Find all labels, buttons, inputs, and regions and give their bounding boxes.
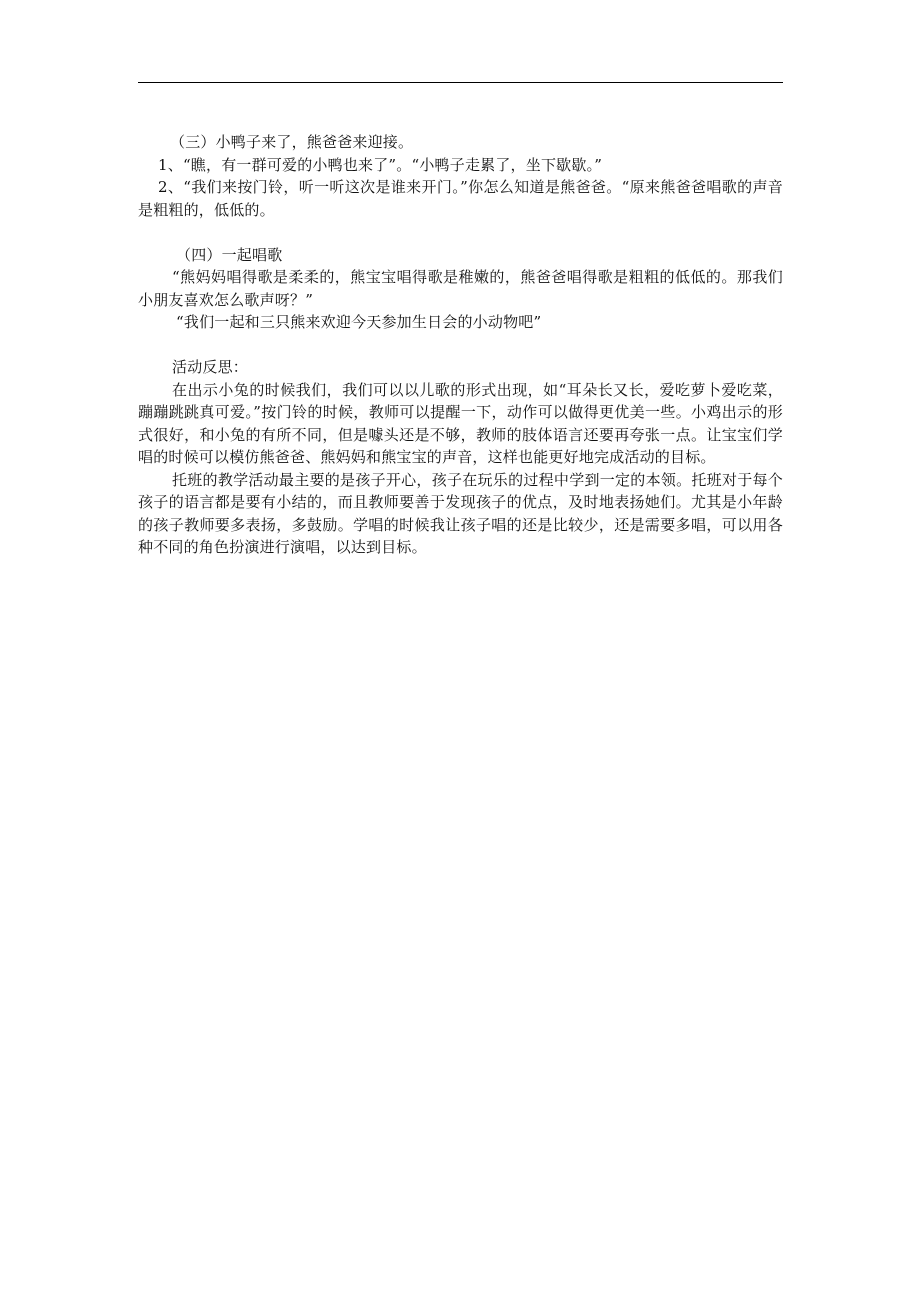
section-4-paragraph-1: “熊妈妈唱得歌是柔柔的，熊宝宝唱得歌是稚嫩的，熊爸爸唱得歌是粗粗的低低的。那我们小朋友喜欢怎么歌声呀？” (138, 268, 783, 309)
header-rule (138, 82, 783, 83)
reflection-heading: 活动反思： (172, 358, 249, 376)
document-body (138, 131, 783, 559)
section-3-item-2: 2、“我们来按门铃，听一听这次是谁来开门。”你怎么知道是熊爸爸。“原来熊爸爸唱歌的声音是粗粗的，低低的。 (138, 178, 783, 219)
paragraph-gap (138, 221, 783, 244)
paragraph-gap (138, 334, 783, 357)
section-4-paragraph-2: “我们一起和三只熊来欢迎今天参加生日会的小动物吧” (176, 313, 542, 331)
reflection-paragraph-2: 托班的教学活动最主要的是孩子开心，孩子在玩乐的过程中学到一定的本领。托班对于每个孩子的语言都是要有小结的，而且教师要善于发现孩子的优点，及时地表扬她们。尤其是小年龄的孩子教师要多表扬，多鼓励。学唱的时候我让孩子唱的还是比较少，还是需要多唱，可以用各种不同的角色扮演进行演唱，以达到目标。 (138, 470, 783, 556)
section-4-heading: （四）一起唱歌 (176, 245, 283, 264)
section-3-heading: （三）小鸭子来了，熊爸爸来迎接。 (170, 133, 414, 151)
section-3-item-1: 1、“瞧，有一群可爱的小鸭也来了”。“小鸭子走累了，坐下歇歇。” (158, 155, 603, 174)
reflection-paragraph-1: 在出示小兔的时候我们，我们可以以儿歌的形式出现，如“耳朵长又长，爱吃萝卜爱吃菜，蹦蹦跳跳真可爱。”按门铃的时候，教师可以提醒一下，动作可以做得更优美一些。小鸡出示的形式很好，和小兔的有所不同，但是噱头还是不够，教师的肢体语言还要再夸张一点。让宝宝们学唱的时候可以模仿熊爸爸、熊妈妈和熊宝宝的声音，这样也能更好地完成活动的目标。 (138, 380, 783, 466)
